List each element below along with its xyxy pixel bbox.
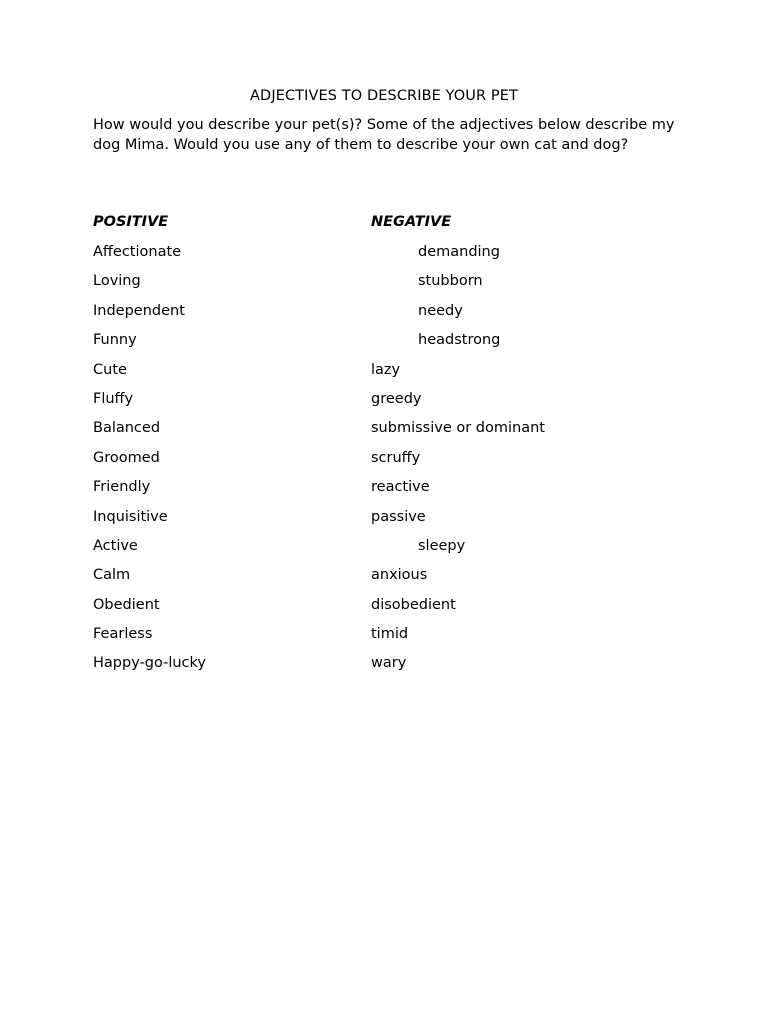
negative-adjective: anxious [371,567,428,584]
negative-adjective: needy [418,302,463,319]
negative-adjective: passive [371,508,426,525]
positive-adjective-list [93,243,353,684]
positive-adjective: Independent [93,302,185,319]
positive-adjective: Inquisitive [93,508,168,525]
negative-header: NEGATIVE [371,214,452,230]
negative-adjective: disobedient [371,596,456,613]
positive-adjective: Loving [93,273,141,290]
positive-adjective: Fearless [93,626,153,643]
negative-adjective: headstrong [418,332,501,349]
negative-adjective: demanding [418,244,500,260]
positive-adjective: Obedient [93,596,160,613]
positive-header: POSITIVE [93,214,169,230]
negative-adjective: sleepy [418,537,466,554]
positive-adjective: Active [93,537,138,554]
negative-adjective: wary [371,655,407,672]
negative-adjective: lazy [371,361,401,378]
positive-adjective: Happy-go-lucky [93,655,206,672]
positive-adjective: Friendly [93,479,151,496]
positive-adjective: Fluffy [93,390,134,407]
document-title: ADJECTIVES TO DESCRIBE YOUR PET [250,88,518,104]
negative-adjective: timid [371,626,409,643]
negative-adjective: scruffy [371,449,421,466]
negative-adjective: reactive [371,479,430,496]
intro-paragraph: How would you describe your pet(s)? Some of the adjectives below describe my dog Mima. Would you use any of them to describe your own cat and dog? [93,117,675,153]
positive-adjective: Calm [93,567,131,584]
positive-adjective: Groomed [93,449,160,466]
positive-adjective: Funny [93,332,137,349]
negative-adjective: stubborn [418,273,483,290]
positive-adjective: Affectionate [93,244,182,260]
negative-adjective: greedy [371,390,422,407]
negative-adjective-list [371,243,691,684]
positive-adjective: Balanced [93,420,161,437]
negative-adjective: submissive or dominant [371,420,545,437]
positive-adjective: Cute [93,361,127,378]
